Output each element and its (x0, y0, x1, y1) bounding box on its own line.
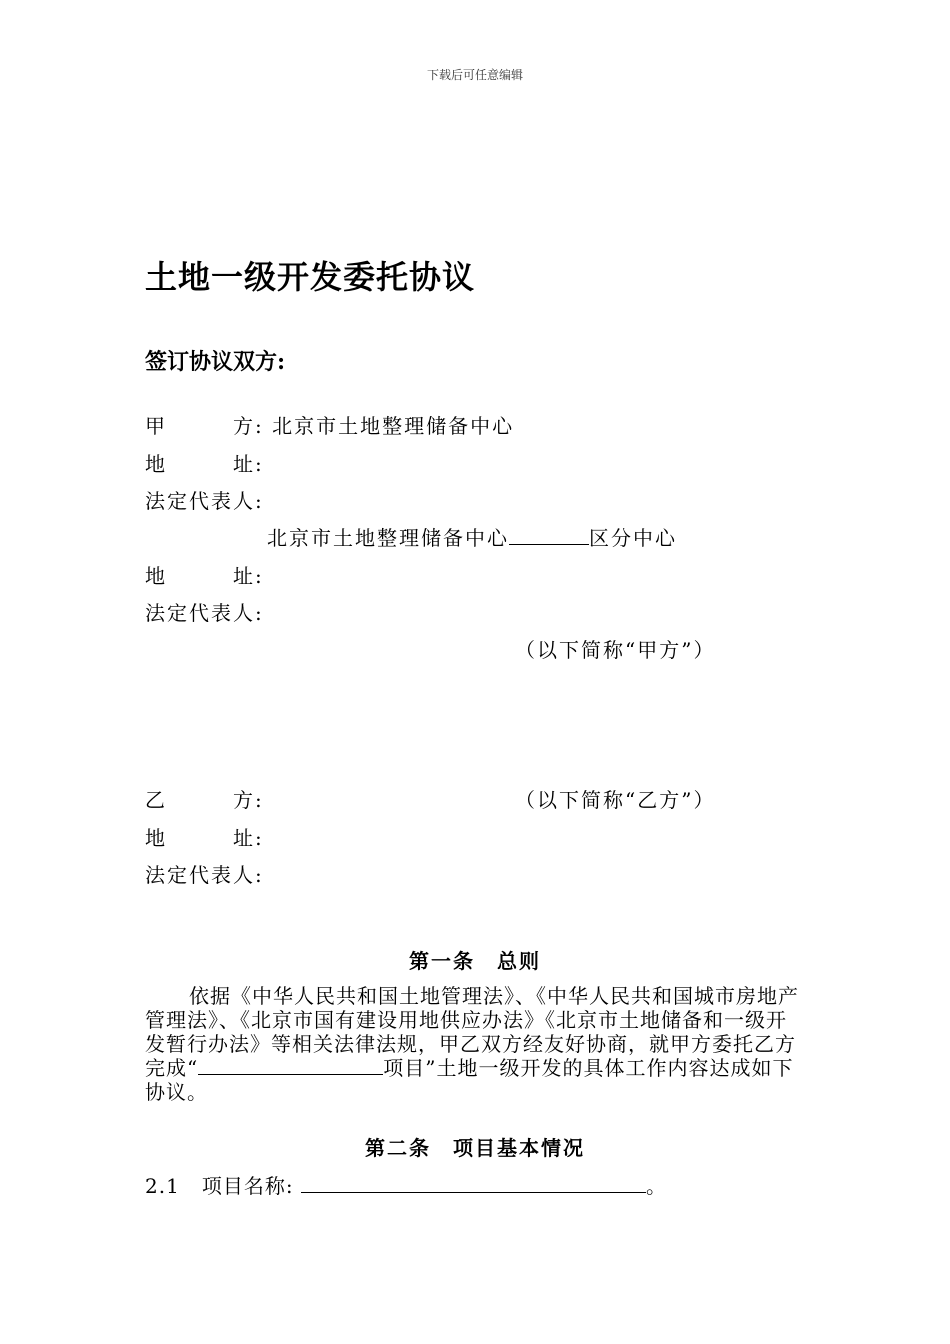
party-a-address2-label-suffix: 址: (233, 564, 264, 588)
article-1-text-part1: 依据《中华人民共和国土地管理法》、《中华人民共和国城市房地产管理法》、《北京市国有建设用地供应办法》《北京市土地储备和一级开发暂行办法》等相关法律法规，甲乙双方经友好协商，就甲方委托乙方完成“ (145, 984, 799, 1080)
party-a-branch-suffix: 区分中心 (589, 526, 677, 550)
party-a-address2-line (145, 560, 264, 589)
party-b-label: 乙 (145, 788, 167, 812)
party-b-address-label-suffix: 址: (233, 826, 264, 850)
party-a-branch-blank (509, 526, 589, 545)
party-a-rep2-line: 法定代表人: (145, 601, 264, 625)
article-1-text-part2: 项目”土地一级开发的具体工作内容达成如下协议。 (145, 1056, 794, 1104)
party-a-rep-line: 法定代表人: (145, 489, 264, 513)
party-a-branch-line (267, 522, 677, 551)
page-header-note: 下载后可任意编辑 (426, 68, 523, 82)
party-a-abbr: （以下简称“甲方”） (515, 638, 716, 662)
document-title: 土地一级开发委托协议 (145, 258, 476, 296)
party-b-name-line (145, 784, 264, 813)
party-a-address2-label: 地 (145, 564, 167, 588)
article-1-project-blank (198, 1056, 383, 1075)
party-a-address-label: 地 (145, 452, 167, 476)
article-2-heading: 第二条 项目基本情况 (365, 1136, 585, 1160)
party-b-abbr: （以下简称“乙方”） (515, 788, 716, 812)
party-a-address-line (145, 448, 264, 477)
party-a-name-line (145, 410, 514, 439)
party-b-label-suffix: 方: (233, 788, 264, 812)
item-label: 项目名称: (201, 1174, 294, 1198)
party-b-rep-line: 法定代表人: (145, 863, 264, 887)
article-1-heading: 第一条 总则 (409, 949, 541, 973)
item-end: 。 (646, 1174, 667, 1198)
parties-heading: 签订协议双方: (145, 349, 286, 375)
article-1-paragraph (145, 984, 805, 1104)
article-2-item-line (145, 1170, 667, 1199)
party-b-address-label: 地 (145, 826, 167, 850)
project-name-blank (301, 1174, 646, 1193)
party-a-label-suffix: 方: (233, 414, 264, 438)
party-a-branch-prefix: 北京市土地整理储备中心 (267, 526, 509, 550)
party-a-label: 甲 (145, 414, 167, 438)
party-a-name: 北京市土地整理储备中心 (272, 414, 515, 438)
party-a-address-label-suffix: 址: (233, 452, 264, 476)
party-b-address-line (145, 822, 264, 851)
item-number: 2.1 (145, 1174, 180, 1198)
